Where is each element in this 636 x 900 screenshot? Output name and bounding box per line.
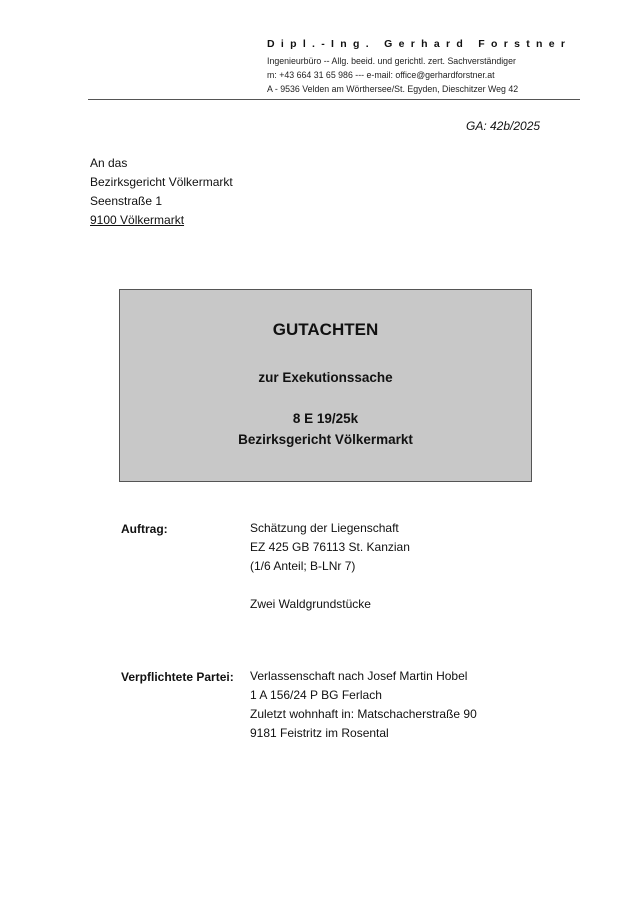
auftrag-label: Auftrag: xyxy=(121,522,168,536)
letterhead-contact: m: +43 664 31 65 986 --- e-mail: office@gerhardforstner.at xyxy=(267,70,495,80)
reference-number: GA: 42b/2025 xyxy=(466,119,541,133)
case-number: 8 E 19/25k xyxy=(292,411,359,426)
letterhead-divider xyxy=(88,99,580,100)
letterhead-address: A - 9536 Velden am Wörthersee/St. Egyden, Dieschitzer Weg 42 xyxy=(267,84,519,94)
auftrag-line: Zwei Waldgrundstücke xyxy=(250,597,371,611)
letterhead-name: Dipl.-Ing. Gerhard Forstner xyxy=(267,38,572,50)
document-subtitle: zur Exekutionssache xyxy=(258,370,393,385)
address-line: An das xyxy=(90,156,128,170)
address-line: Seenstraße 1 xyxy=(90,194,163,208)
address-line: Bezirksgericht Völkermarkt xyxy=(90,175,233,189)
auftrag-line: (1/6 Anteil; B-LNr 7) xyxy=(250,559,356,573)
address-line: 9100 Völkermarkt xyxy=(90,213,185,227)
auftrag-details xyxy=(250,519,410,614)
recipient-address xyxy=(90,154,233,230)
partei-line: Verlassenschaft nach Josef Martin Hobel xyxy=(250,669,468,683)
document-title: GUTACHTEN xyxy=(272,320,379,339)
title-box xyxy=(119,289,532,482)
court-name: Bezirksgericht Völkermarkt xyxy=(238,432,413,447)
partei-line: 1 A 156/24 P BG Ferlach xyxy=(250,688,382,702)
partei-line: 9181 Feistritz im Rosental xyxy=(250,726,389,740)
partei-line: Zuletzt wohnhaft in: Matschacherstraße 90 xyxy=(250,707,477,721)
auftrag-line: EZ 425 GB 76113 St. Kanzian xyxy=(250,540,410,554)
partei-details xyxy=(250,667,477,743)
auftrag-line: Schätzung der Liegenschaft xyxy=(250,521,399,535)
letterhead-title: Ingenieurbüro -- Allg. beeid. und gerichtl. zert. Sachverständiger xyxy=(267,56,516,66)
partei-label: Verpflichtete Partei: xyxy=(121,670,234,684)
